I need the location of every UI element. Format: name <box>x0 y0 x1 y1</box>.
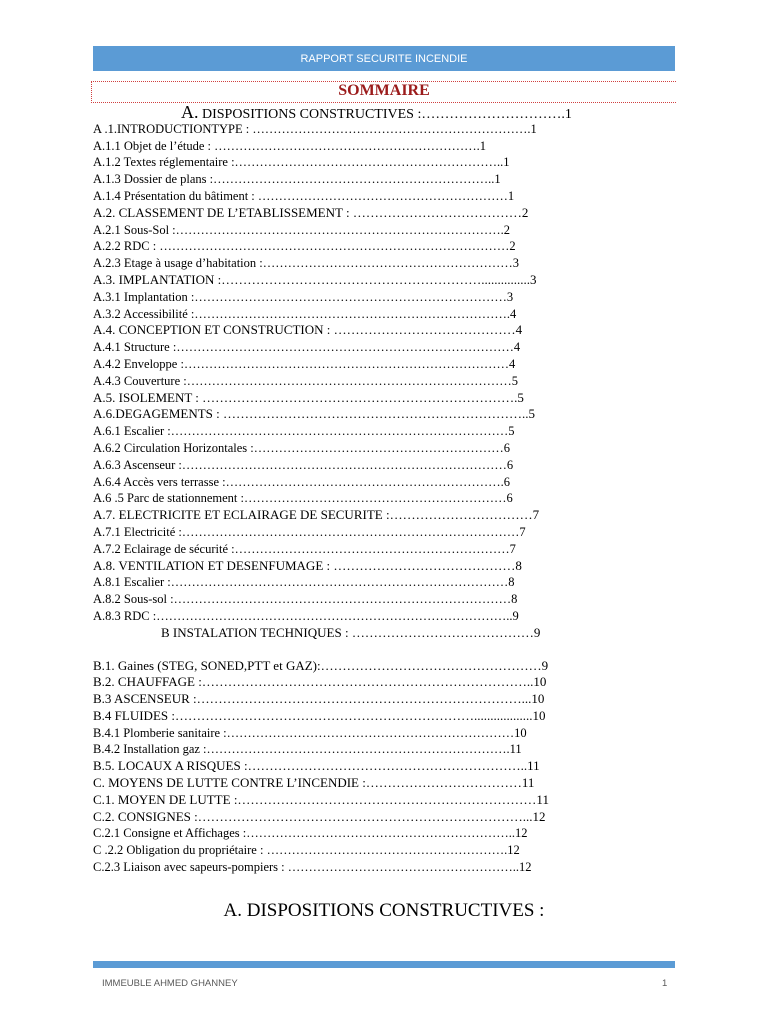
toc-entry[interactable]: B.2. CHAUFFAGE :…………………………………………………………………..10 <box>93 674 547 690</box>
toc-entry[interactable]: A.1.2 Textes réglementaire :………………………………………………………..1 <box>93 155 510 170</box>
toc-entry[interactable]: A.6.3 Ascenseur :……………………………………………………………………6 <box>93 457 514 472</box>
toc-entry[interactable]: A.6.2 Circulation Horizontales :……………………………………………………6 <box>93 440 510 455</box>
toc-entry[interactable]: A.8. VENTILATION ET DESENFUMAGE : ……………………………………8 <box>93 557 522 573</box>
toc-entry[interactable]: A.4. CONCEPTION ET CONSTRUCTION : ……………………………………4 <box>93 322 523 338</box>
toc-entry[interactable]: C. MOYENS DE LUTTE CONTRE L’INCENDIE :………………………………11 <box>93 775 535 791</box>
toc-entry[interactable]: A.6 .5 Parc de stationnement :………………………………………………………6 <box>93 491 513 506</box>
toc-entry[interactable]: A.8.1 Escalier :………………………………………………………………………8 <box>93 575 515 590</box>
footer-building-name: IMMEUBLE AHMED GHANNEY <box>102 978 238 989</box>
toc-entry[interactable]: B.1. Gaines (STEG, SONED,PTT et GAZ):……………………………………………9 <box>93 657 549 673</box>
toc-entry[interactable]: A.6.DEGAGEMENTS : ……………………………………………………………..5 <box>93 406 535 422</box>
toc-entry[interactable]: C .2.2 Obligation du propriétaire : ………………………………………………….12 <box>93 843 520 858</box>
toc-entry[interactable]: A.3.2 Accessibilité :………………………………………………………………….4 <box>93 306 517 321</box>
toc-entry[interactable]: A.7.2 Eclairage de sécurité :…………………………………………………………7 <box>93 541 516 556</box>
table-of-contents <box>93 104 633 876</box>
page-header <box>93 46 675 71</box>
toc-heading-b[interactable]: B INSTALATION TECHNIQUES : ……………………………………9 <box>161 624 541 640</box>
toc-entry[interactable]: A.1.4 Présentation du bâtiment : ……………………………………………………1 <box>93 188 515 203</box>
footer-bar <box>93 961 675 968</box>
toc-heading-letter: A. <box>181 104 199 121</box>
toc-entry[interactable]: B.4.1 Plomberie sanitaire :……………………………………………………………10 <box>93 725 527 740</box>
toc-entry[interactable]: A.1.3 Dossier de plans :…………………………………………………………..1 <box>93 172 501 187</box>
toc-entry[interactable]: A.6.1 Escalier :………………………………………………………………………5 <box>93 424 515 439</box>
toc-entry[interactable]: A.6.4 Accès vers terrasse :………………………………………………………….6 <box>93 474 510 489</box>
toc-entry[interactable]: C.2.3 Liaison avec sapeurs-pompiers : ………………………………………………..12 <box>93 860 532 875</box>
toc-entry[interactable]: B.3 ASCENSEUR :…………………………………………………………………...10 <box>93 691 545 707</box>
toc-entry[interactable]: A.4.1 Structure :………………………………………………………………………4 <box>93 340 521 355</box>
section-heading: A. DISPOSITIONS CONSTRUCTIVES : <box>223 900 545 921</box>
toc-entry[interactable]: A.2.1 Sous-Sol :…………………………………………………………………….2 <box>93 222 511 237</box>
toc-heading-text: DISPOSITIONS CONSTRUCTIVES :………………………….1 <box>198 107 572 121</box>
toc-entry[interactable]: A.3.1 Implantation :…………………………………………………………………3 <box>93 289 514 304</box>
toc-entry[interactable]: A.2.2 RDC : …………………………………………………………………………2 <box>93 239 516 254</box>
toc-entry[interactable]: B.4 FLUIDES :……………………………………………………………..................10 <box>93 707 546 723</box>
toc-entry[interactable]: A.8.3 RDC :…………………………………………………………………………..9 <box>93 608 519 623</box>
header-title: RAPPORT SECURITE INCENDIE <box>300 52 468 65</box>
toc-entry[interactable]: A.4.2 Enveloppe :……………………………………………………………………4 <box>93 356 516 371</box>
toc-entry[interactable]: A.2.3 Etage à usage d’habitation :……………………………………………………3 <box>93 256 519 271</box>
sommaire-title: SOMMAIRE <box>338 82 430 99</box>
toc-entry[interactable]: A.7. ELECTRICITE ET ECLAIRAGE DE SECURITE :……………………………7 <box>93 507 540 523</box>
toc-spacer <box>93 642 633 658</box>
toc-entry[interactable]: B.4.2 Installation gaz :……………………………………………………………….11 <box>93 742 522 757</box>
toc-entry[interactable]: C.2. CONSIGNES :…………………………………………………………………...12 <box>93 808 546 824</box>
toc-entry[interactable]: B.5. LOCAUX A RISQUES :………………………………………………………..11 <box>93 758 540 774</box>
toc-entry[interactable]: A.8.2 Sous-sol :………………………………………………………………………8 <box>93 592 518 607</box>
toc-entry[interactable]: A.4.3 Couverture :……………………………………………………………………5 <box>93 373 518 388</box>
toc-entry[interactable]: A.2. CLASSEMENT DE L’ETABLISSEMENT : …………………………………2 <box>93 204 529 220</box>
toc-entry[interactable]: A.1.1 Objet de l’étude : ……………………………………………………….1 <box>93 138 487 153</box>
toc-heading-a[interactable] <box>93 104 633 121</box>
toc-entry[interactable]: A.3. IMPLANTATION :……………………………………………………...............3 <box>93 271 537 287</box>
page-number: 1 <box>662 978 668 989</box>
toc-entry[interactable]: A .1.INTRODUCTIONTYPE : ………………………………………………………….1 <box>93 121 537 136</box>
toc-entry[interactable]: A.5. ISOLEMENT : ……………………………………………………………….5 <box>93 389 524 405</box>
toc-entry[interactable]: C.2.1 Consigne et Affichages :………………………………………………………..12 <box>93 826 528 841</box>
toc-entry[interactable]: C.1. MOYEN DE LUTTE :……………………………………………………………11 <box>93 791 549 807</box>
toc-entry[interactable]: A.7.1 Electricité :………………………………………………………………………7 <box>93 524 526 539</box>
